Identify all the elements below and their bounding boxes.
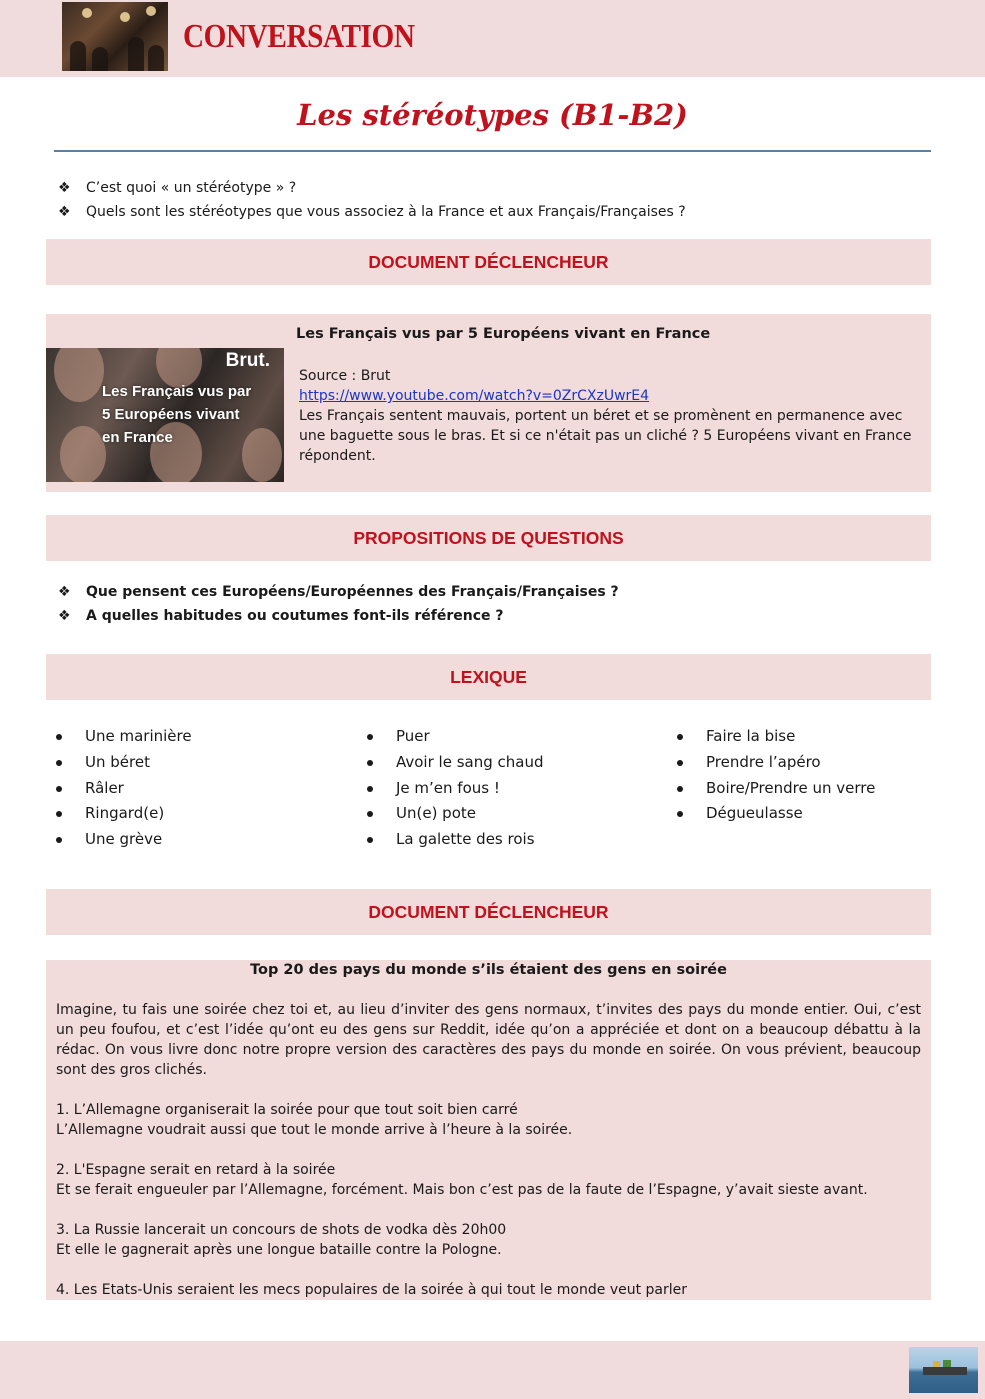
brut-logo: Brut.	[225, 350, 270, 371]
header-title: CONVERSATION	[183, 18, 415, 55]
list-item: Dégueulasse	[677, 801, 875, 827]
list-item: Un béret	[56, 750, 192, 776]
article-item	[56, 1220, 921, 1260]
footer-band	[0, 1341, 985, 1399]
article-item-text: Et elle le gagnerait après une longue bataille contre la Pologne.	[56, 1242, 502, 1258]
article-item-title: 2. L'Espagne serait en retard à la soirée	[56, 1162, 336, 1178]
video-source: Source : Brut	[299, 368, 391, 384]
list-item: Une grève	[56, 827, 192, 853]
list-item: Faire la bise	[677, 724, 875, 750]
article-title: Top 20 des pays du monde s’ils étaient des gens en soirée	[250, 962, 727, 978]
article-item-text: L’Allemagne voudrait aussi que tout le monde arrive à l’heure à la soirée.	[56, 1122, 573, 1138]
page-title: Les stéréotypes (B1-B2)	[297, 98, 688, 132]
diamond-bullet-icon: ❖	[58, 608, 71, 624]
video-summary: Les Français sentent mauvais, portent un béret et se promènent en permanence avec une baguette sous le bras. Et si ce n'était pas un cliché ? 5 Européens vivant en France répondent.	[299, 408, 912, 464]
title-divider	[54, 150, 931, 152]
intro-question-list	[58, 176, 686, 224]
diamond-bullet-icon: ❖	[58, 204, 71, 220]
list-item: Râler	[56, 776, 192, 802]
lexique-column-1	[56, 724, 192, 853]
list-item: Boire/Prendre un verre	[677, 776, 875, 802]
list-item: Prendre l’apéro	[677, 750, 875, 776]
article-item-title: 3. La Russie lancerait un concours de shots de vodka dès 20h00	[56, 1222, 507, 1238]
list-item: Ringard(e)	[56, 801, 192, 827]
video-title: Les Français vus par 5 Européens vivant en France	[296, 326, 711, 342]
list-item: La galette des rois	[367, 827, 543, 853]
article-item	[56, 1280, 921, 1300]
video-card	[46, 314, 931, 492]
article-item	[56, 1160, 921, 1200]
diamond-bullet-icon: ❖	[58, 584, 71, 600]
article-item-text: Et se ferait engueuler par l’Allemagne, forcément. Mais bon c’est pas de la faute de l’Espagne, y’avait sieste avant.	[56, 1182, 868, 1198]
video-link[interactable]: https://www.youtube.com/watch?v=0ZrCXzUwrE4	[299, 388, 650, 404]
article-item-title: 4. Les Etats-Unis seraient les mecs populaires de la soirée à qui tout le monde veut parler	[56, 1282, 688, 1298]
article-card	[46, 960, 931, 1300]
thumbnail-caption: Les Français vus par 5 Européens vivant en France	[102, 383, 252, 446]
list-item: Puer	[367, 724, 543, 750]
list-item: Un(e) pote	[367, 801, 543, 827]
cargo-ship-photo-icon	[909, 1347, 978, 1393]
list-item: ❖ C’est quoi « un stéréotype » ?	[58, 176, 686, 200]
dinner-party-photo-icon	[62, 2, 168, 71]
article-item	[56, 1100, 921, 1140]
list-item: ❖ A quelles habitudes ou coutumes font-ils référence ?	[58, 604, 619, 628]
proposed-question-list	[58, 580, 619, 628]
video-thumbnail[interactable]	[46, 348, 284, 482]
section-heading: DOCUMENT DÉCLENCHEUR	[46, 239, 931, 285]
section-heading: PROPOSITIONS DE QUESTIONS	[46, 515, 931, 561]
article-intro: Imagine, tu fais une soirée chez toi et, au lieu d’inviter des gens normaux, t’invites des pays du monde entier. Oui, c’est un peu foufou, et c’est l’idée qu’ont eu des gens sur Reddit, idée qu’on a appréciée et dont on a beaucoup débattu à la rédac. On vous livre donc notre propre version des caractères des pays du monde en soirée. On vous prévient, beaucoup sont des gros clichés.	[56, 1002, 921, 1078]
list-item: Avoir le sang chaud	[367, 750, 543, 776]
list-item: ❖ Que pensent ces Européens/Européennes des Français/Françaises ?	[58, 580, 619, 604]
lexique-column-3	[677, 724, 875, 827]
list-item: Je m’en fous !	[367, 776, 543, 802]
list-item: ❖ Quels sont les stéréotypes que vous associez à la France et aux Français/Françaises ?	[58, 200, 686, 224]
diamond-bullet-icon: ❖	[58, 180, 71, 196]
article-body	[56, 1000, 921, 1320]
list-item: Une marinière	[56, 724, 192, 750]
section-heading: DOCUMENT DÉCLENCHEUR	[46, 889, 931, 935]
video-description	[299, 366, 919, 466]
lexique-column-2	[367, 724, 543, 853]
article-item-title: 1. L’Allemagne organiserait la soirée pour que tout soit bien carré	[56, 1102, 518, 1118]
section-heading: LEXIQUE	[46, 654, 931, 700]
